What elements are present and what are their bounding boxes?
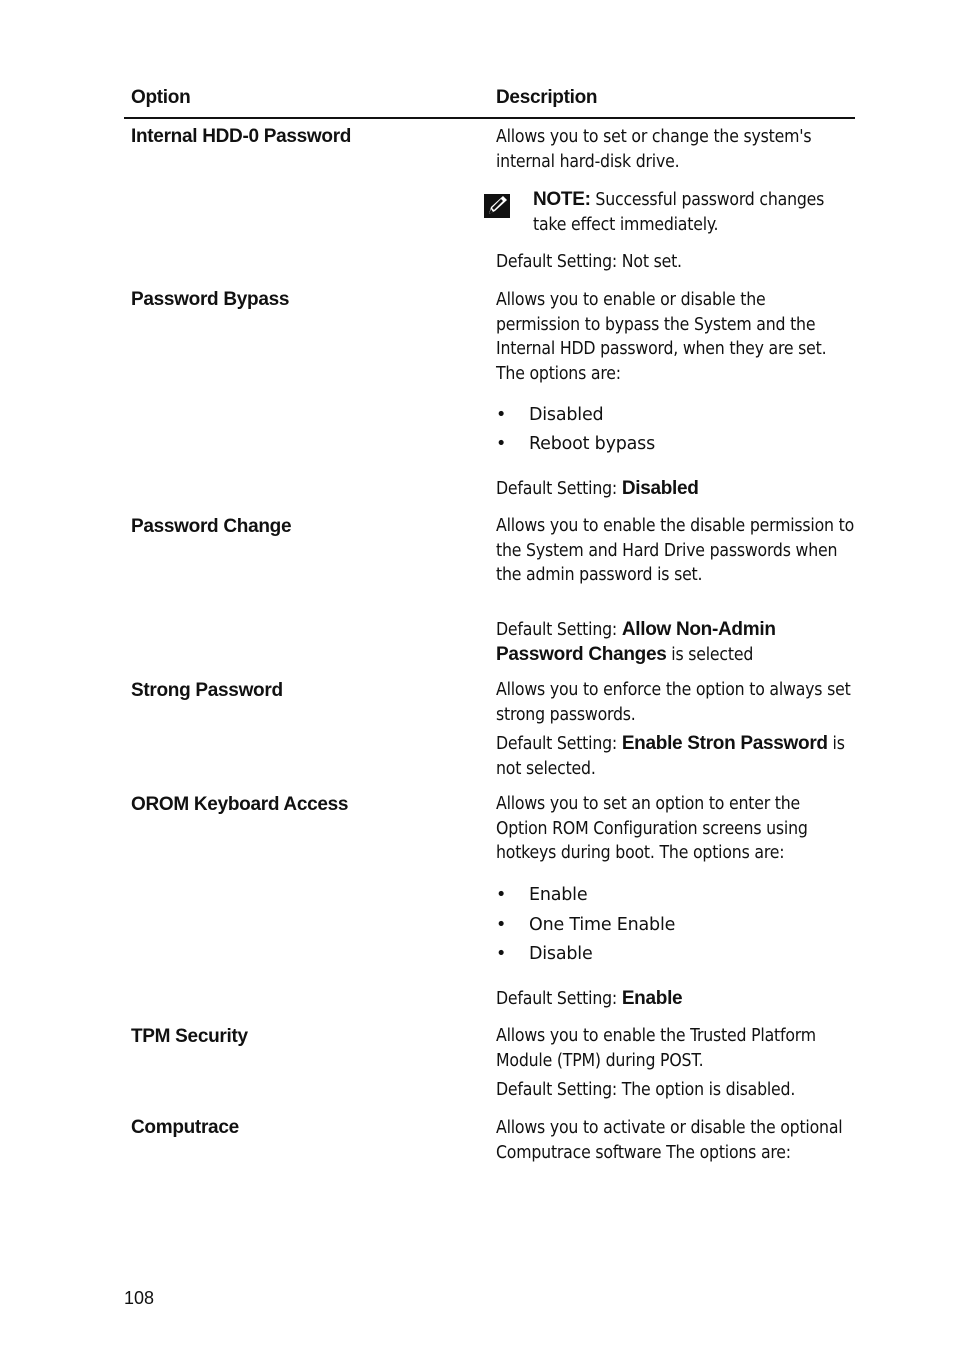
bullet-icon: • [496, 885, 507, 905]
default-prefix: Default Setting: [496, 479, 622, 499]
option-strong-password: Strong Password [131, 680, 283, 701]
bullet-icon: • [496, 434, 507, 454]
option-password-bypass: Password Bypass [131, 289, 290, 310]
desc-computrace: Allows you to activate or disable the optional Computrace software The options are: [496, 1118, 843, 1163]
note-text [533, 188, 853, 237]
default-value: Allow Non-Admin Password Changes [496, 619, 776, 665]
option-internal-hdd-password: Internal HDD-0 Password [131, 126, 352, 147]
header-description: Description [496, 87, 598, 108]
default-prefix: Default Setting: [496, 989, 622, 1009]
default-prefix: Default Setting: [496, 620, 622, 640]
default-tpm-security: Default Setting: The option is disabled. [496, 1080, 796, 1100]
list-item-label: Disable [529, 944, 593, 964]
option-computrace: Computrace [131, 1117, 239, 1138]
bullet-icon: • [496, 915, 507, 935]
list-item-label: Enable [529, 885, 588, 905]
bullet-icon: • [496, 944, 507, 964]
desc-password-change: Allows you to enable the disable permission to the System and Hard Drive passwords when the admin password is set. [496, 516, 855, 586]
header-rule [124, 117, 855, 119]
default-internal-hdd-password: Default Setting: Not set. [496, 252, 682, 272]
note-body: Successful password changes take effect immediately. [533, 190, 825, 235]
option-orom-keyboard-access: OROM Keyboard Access [131, 794, 349, 815]
option-password-change: Password Change [131, 516, 292, 537]
default-value: Disabled [621, 478, 699, 499]
default-password-bypass [496, 477, 854, 502]
default-value: Enable Stron Password [621, 733, 828, 754]
default-orom-keyboard-access [496, 987, 854, 1012]
desc-strong-password: Allows you to enforce the option to always set strong passwords. [496, 680, 851, 725]
desc-orom-keyboard-access: Allows you to set an option to enter the Option ROM Configuration screens using hotkeys during boot. The options are: [496, 794, 808, 864]
page-number: 108 [124, 1288, 155, 1308]
note-label: NOTE: [533, 189, 591, 210]
default-suffix: is selected [666, 644, 754, 665]
desc-tpm-security: Allows you to enable the Trusted Platform Module (TPM) during POST. [496, 1026, 816, 1071]
default-suffix: is not selected. [496, 734, 845, 779]
default-value: Enable [621, 988, 683, 1009]
header-option: Option [131, 87, 191, 108]
list-item-label: Reboot bypass [529, 434, 656, 454]
list-item-label: One Time Enable [529, 915, 676, 935]
default-password-change [496, 618, 854, 667]
option-tpm-security: TPM Security [131, 1026, 248, 1047]
default-strong-password [496, 732, 854, 781]
desc-internal-hdd-password: Allows you to set or change the system's internal hard-disk drive. [496, 127, 812, 172]
pencil-note-icon [483, 192, 513, 220]
default-prefix: Default Setting: [496, 734, 622, 754]
bullet-icon: • [496, 405, 507, 425]
list-item-label: Disabled [529, 405, 604, 425]
desc-password-bypass: Allows you to enable or disable the permission to bypass the System and the Internal HDD password, when they are set. The options are: [496, 290, 827, 384]
